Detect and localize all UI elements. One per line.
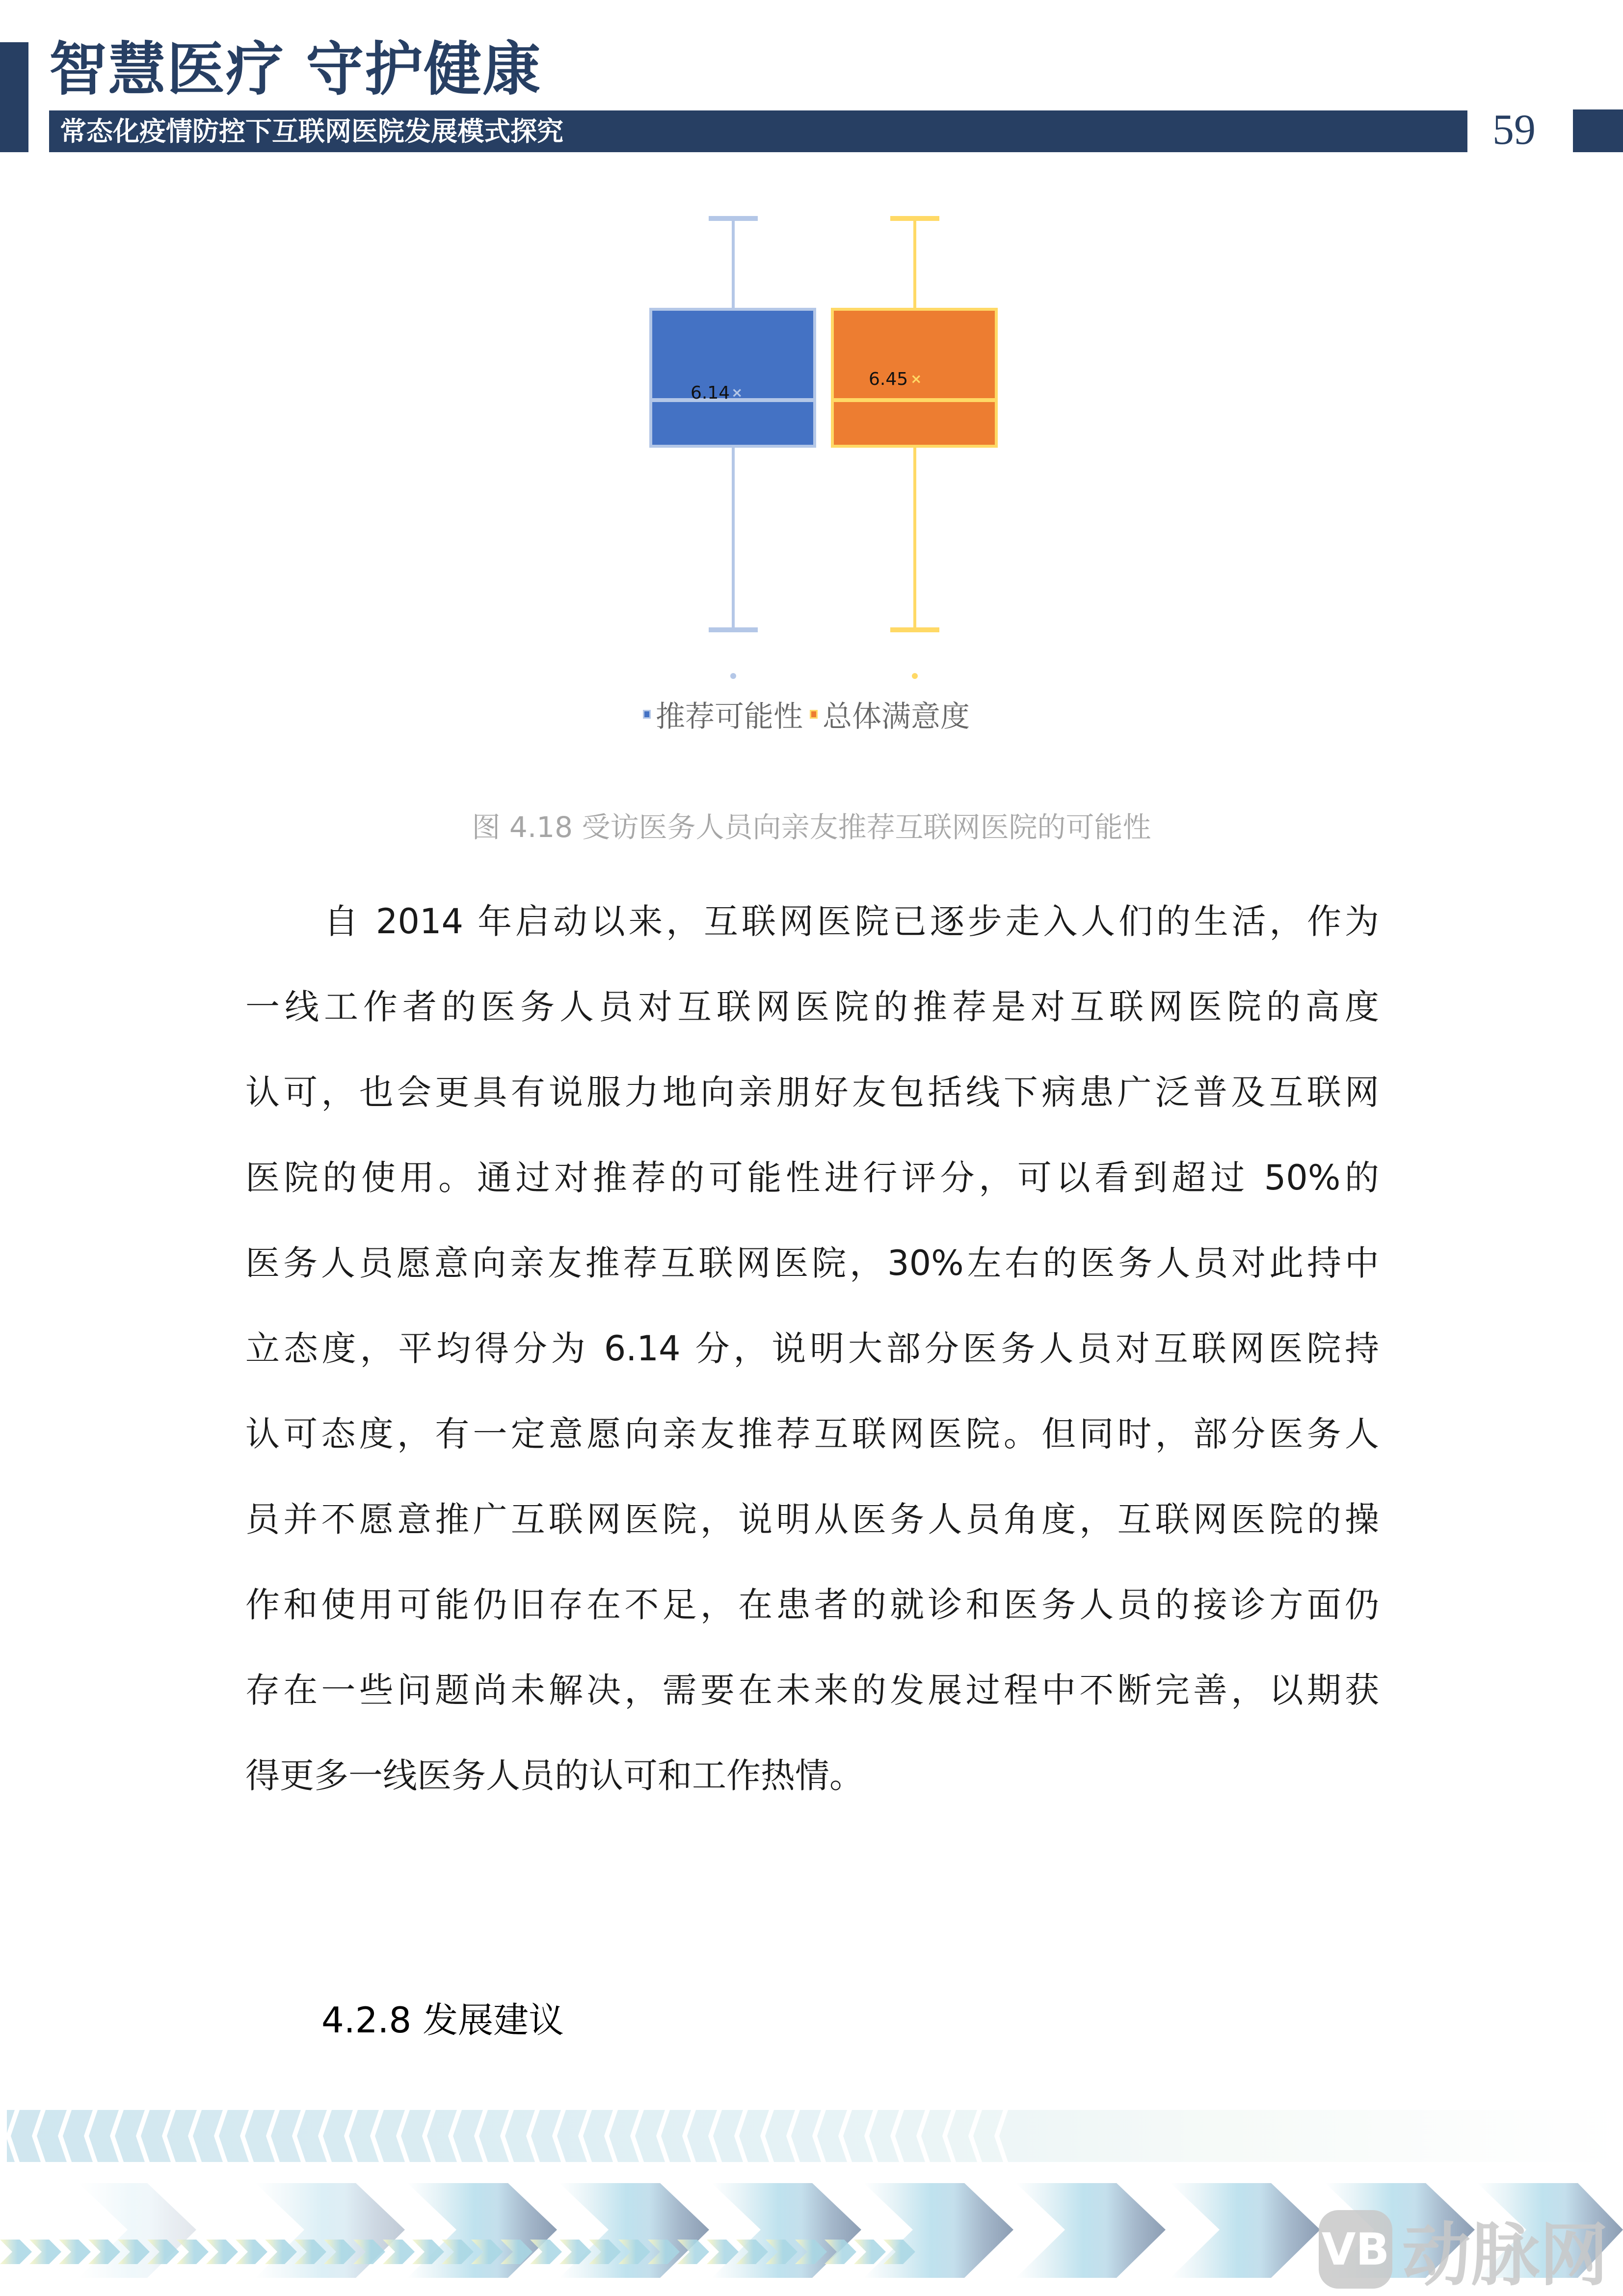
header-subtitle: 常态化疫情防控下互联网医院发展模式探究 (60, 115, 563, 147)
paragraph-line: 作和使用可能仍旧存在不足，在患者的就诊和医务人员的接诊方面仍 (245, 1585, 1379, 1625)
header-subtitle-bar (49, 110, 1467, 152)
watermark-logo-icon: VB (1319, 2210, 1392, 2289)
footer-decoration (0, 2086, 1623, 2296)
paragraph-line: 认可态度，有一定意愿向亲友推荐互联网医院。但同时，部分医务人 (245, 1414, 1379, 1454)
paragraph-line: 一线工作者的医务人员对互联网医院的推荐是对互联网医院的高度 (245, 987, 1379, 1027)
orange-outlier-dot (912, 673, 918, 679)
header-right-accent-block (1573, 109, 1623, 152)
legend-label: 推荐可能性 (656, 700, 803, 734)
legend-swatch-orange-icon (810, 710, 818, 719)
paragraph-line: 员并不愿意推广互联网医院，说明从医务人员角度，互联网医院的操 (245, 1499, 1379, 1540)
header-left-accent-bar (0, 42, 28, 152)
legend-item-satisfaction (810, 693, 970, 735)
blue-mean-label: 6.14 (691, 383, 730, 403)
blue-lower-whisker-cap (709, 627, 758, 632)
paragraph-line: 医务人员愿意向亲友推荐互联网医院，30%左右的医务人员对此持中 (245, 1243, 1379, 1283)
legend-item-recommend (643, 693, 803, 735)
blue-upper-whisker (732, 218, 735, 308)
legend-swatch-blue-icon (643, 710, 651, 719)
legend-label: 总体满意度 (823, 700, 970, 734)
blue-lower-whisker (732, 448, 735, 629)
orange-upper-whisker (913, 218, 916, 308)
boxplot-chart (589, 196, 1055, 746)
paragraph-line: 认可，也会更具有说服力地向亲朋好友包括线下病患广泛普及互联网 (245, 1072, 1379, 1112)
paragraph-line: 存在一些问题尚未解决，需要在未来的发展过程中不断完善，以期获 (245, 1670, 1379, 1710)
section-heading: 4.2.8 发展建议 (321, 1999, 564, 2041)
blue-box (649, 308, 816, 448)
header-title: 智慧医疗 守护健康 (49, 35, 542, 103)
paragraph-line: 医院的使用。通过对推荐的可能性进行评分，可以看到超过 50%的 (245, 1158, 1379, 1198)
watermark (1319, 2208, 1608, 2296)
watermark-text: 动脉网 (1402, 2215, 1608, 2296)
orange-lower-whisker-cap (890, 627, 939, 632)
paragraph-line: 得更多一线医务人员的认可和工作热情。 (245, 1756, 864, 1796)
paragraph-line: 自 2014 年启动以来，互联网医院已逐步走入人们的生活，作为 (324, 901, 1379, 942)
orange-mean-label: 6.45 (869, 369, 908, 389)
orange-mean-marker-icon: × (910, 371, 922, 387)
paragraph-line: 立态度，平均得分为 6.14 分，说明大部分医务人员对互联网医院持 (245, 1328, 1379, 1369)
orange-lower-whisker (913, 448, 916, 629)
blue-outlier-dot (730, 673, 736, 679)
figure-caption: 图 4.18 受访医务人员向亲友推荐互联网医院的可能性 (472, 810, 1151, 844)
body-paragraph (245, 879, 1379, 1818)
orange-median-line (834, 398, 995, 402)
blue-mean-marker-icon: × (731, 384, 743, 401)
page-number: 59 (1492, 106, 1536, 154)
chart-legend (643, 697, 970, 734)
